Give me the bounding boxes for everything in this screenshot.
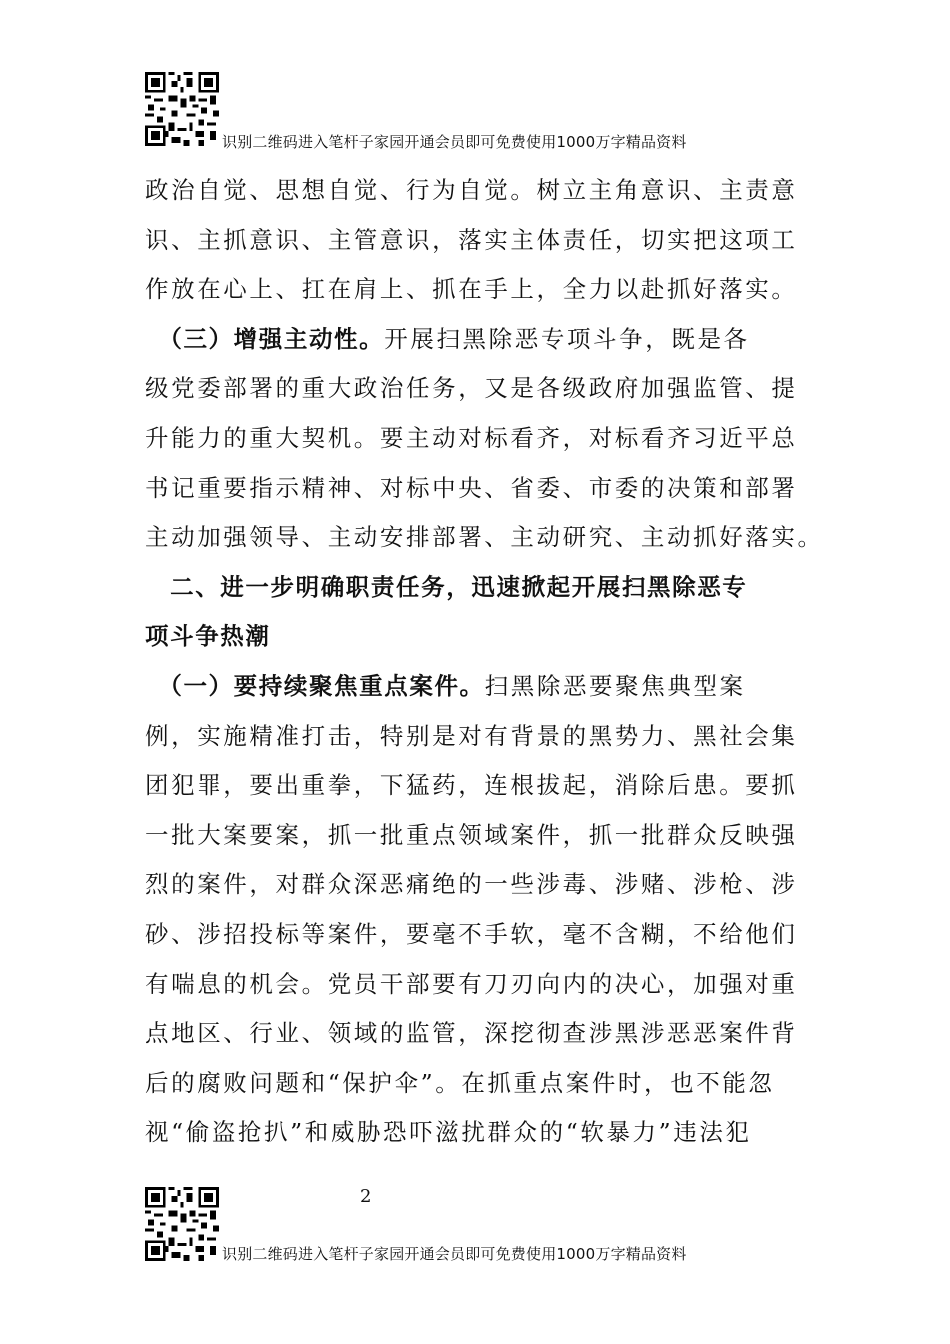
body-line: 书记重要指示精神、对标中央、省委、市委的决策和部署 xyxy=(145,473,798,502)
body-line: 作放在心上、扛在肩上、抓在手上，全力以赴抓好落实。 xyxy=(145,275,798,304)
body-line: 识、主抓意识、主管意识，落实主体责任，切实把这项工 xyxy=(145,225,798,254)
body-line: （一）要持续聚焦重点案件。扫黑除恶要聚焦典型案 xyxy=(145,671,746,700)
body-line: 有喘息的机会。党员干部要有刀刃向内的决心，加强对重 xyxy=(145,969,798,998)
subsection-lead: （三）增强主动性。 xyxy=(145,324,385,353)
body-line: 主动加强领导、主动安排部署、主动研究、主动抓好落实。 xyxy=(145,523,824,552)
section-heading: 项斗争热潮 xyxy=(145,622,271,651)
header-banner: 识别二维码进入笔杆子家园开通会员即可免费使用1000万字精品资料 xyxy=(222,133,687,151)
subsection-lead: （一）要持续聚焦重点案件。 xyxy=(145,671,485,700)
body-line: （三）增强主动性。开展扫黑除恶专项斗争，既是各 xyxy=(145,324,750,353)
body-line: 团犯罪，要出重拳，下猛药，连根拔起，消除后患。要抓 xyxy=(145,771,798,800)
qr-code-icon xyxy=(145,72,219,146)
body-line: 级党委部署的重大政治任务，又是各级政府加强监管、提 xyxy=(145,374,798,403)
body-line: 政治自觉、思想自觉、行为自觉。树立主角意识、主责意 xyxy=(145,176,798,204)
body-text xyxy=(145,166,824,1158)
body-line: 升能力的重大契机。要主动对标看齐，对标看齐习近平总 xyxy=(145,423,798,452)
body-line: 烈的案件，对群众深恶痛绝的一些涉毒、涉赌、涉枪、涉 xyxy=(145,870,798,899)
body-line: 后的腐败问题和“保护伞”。在抓重点案件时，也不能忽 xyxy=(145,1068,775,1097)
page-number: 2 xyxy=(360,1186,372,1207)
body-line: 点地区、行业、领域的监管，深挖彻查涉黑涉恶恶案件背 xyxy=(145,1019,798,1048)
body-line: 砂、涉招投标等案件，要毫不手软，毫不含糊，不给他们 xyxy=(145,919,798,948)
section-heading: 二、进一步明确职责任务，迅速掀起开展扫黑除恶专 xyxy=(145,572,748,601)
body-line: 例，实施精准打击，特别是对有背景的黑势力、黑社会集 xyxy=(145,721,798,750)
body-line: 一批大案要案，抓一批重点领域案件，抓一批群众反映强 xyxy=(145,820,798,849)
qr-code-icon xyxy=(145,1187,219,1261)
footer-banner: 识别二维码进入笔杆子家园开通会员即可免费使用1000万字精品资料 xyxy=(222,1245,687,1263)
body-line: 视“偷盗抢扒”和威胁恐吓滋扰群众的“软暴力”违法犯 xyxy=(145,1118,752,1147)
